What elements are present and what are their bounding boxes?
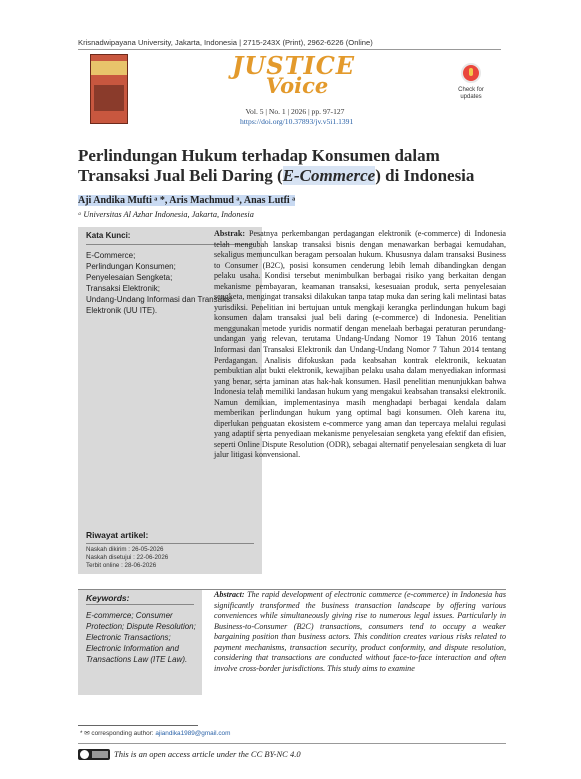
title-part-1: Perlindungan Hukum terhadap Konsumen dalam Transaksi Jual Beli Daring ( — [78, 146, 440, 185]
keywords-id-title: Kata Kunci: — [86, 231, 131, 240]
license-text: This is an open access article under the CC BY-NC 4.0 — [114, 749, 301, 759]
keywords-en-list: E-commerce; Consumer Protection; Dispute Resolution; Electronic Transactions; Electronic Information and Transactions Law (ITE Law). — [86, 611, 196, 664]
footnote-divider — [78, 725, 198, 726]
history-title: Riwayat artikel: — [86, 530, 149, 540]
title-italic: E-Commerce — [282, 166, 376, 185]
volume-info — [240, 107, 354, 127]
authors: Aji Andika Mufti ᵃ *, Aris Machmud ᵃ, Anas Lutfi ᵃ — [78, 195, 296, 206]
abstract-en-body: The rapid development of electronic commerce (e-commerce) in Indonesia has significantly transformed the business transaction landscape by offering various conveniences while simultaneously giving rise to numerous legal issues. Particularly in Business-to-Consumer (B2C) transactions, consumers tend to occupy a weaker bargaining position than business actors. This condition creates various risks related to payment mechanisms, transaction security, product conformity, and dispute resolution, considering that transactions are conducted without face-to-face interaction and often involve cross-border jurisdictions. This study aims to examine — [214, 590, 506, 673]
authors-line — [78, 195, 295, 206]
keyword-item: Undang-Undang Informasi dan Transaksi Elektronik (UU ITE). — [86, 295, 232, 315]
journal-affiliation-line: Krisnadwipayana University, Jakarta, Indonesia | 2715-243X (Print), 2962-6226 (Online) — [78, 38, 373, 47]
abstract-id — [214, 229, 506, 461]
journal-logo — [232, 51, 356, 98]
doi-link[interactable]: https://doi.org/10.37893/jv.v5i1.1391 — [240, 117, 354, 126]
logo-line-1: JUSTICE — [232, 51, 356, 80]
header-divider — [78, 49, 501, 50]
history-item: Naskah disetujui : 22-06-2026 — [86, 554, 169, 562]
logo-line-2: Voice — [265, 73, 329, 98]
corresponding-email[interactable]: ajiandika1989@gmail.com — [155, 730, 231, 737]
article-title — [78, 146, 506, 186]
keyword-item: Perlindungan Konsumen; — [86, 262, 176, 271]
check-for-updates-badge[interactable] — [451, 62, 491, 104]
history-list — [86, 546, 168, 571]
corresponding-author: * ✉ corresponding author: ajiandika1989@gmail.com — [80, 730, 231, 737]
update-icon — [461, 63, 481, 83]
title-part-2: ) di Indonesia — [375, 166, 475, 185]
history-divider — [86, 543, 254, 544]
abstract-en — [214, 590, 506, 674]
keywords-en-divider — [86, 604, 194, 605]
mail-icon: ✉ — [84, 730, 90, 737]
history-item: Terbit online : 28-06-2026 — [86, 562, 157, 570]
corresponding-label: corresponding author: — [91, 730, 154, 737]
keyword-item: Transaksi Elektronik; — [86, 284, 160, 293]
abstract-id-body: Pesatnya perkembangan perdagangan elektronik (e-commerce) di Indonesia telah mengubah lanskap transaksi bisnis dengan menawarkan berbagai kemudahan, sekaligus memunculkan beragam persoalan hukum. Khususnya dalam transaksi Business to Consumer (B2C), posisi konsumen cenderung lebih lemah dibandingkan dengan pelaku usaha. Kondisi tersebut menimbulkan berbagai risiko yang berkaitan dengan mekanisme pembayaran, keamanan transaksi, kesesuaian produk, serta penyelesaian sengketa, mengingat transaksi dilakukan tanpa tatap muka dan sering kali melintasi batas yurisdiksi. Penelitian ini bertujuan untuk mengkaji kerangka perlindungan hukum bagi konsumen dalam transaksi jual beli daring (e-commerce) di Indonesia. Penelitian menggunakan metode yuridis normatif dengan menelaah berbagai peraturan perundang-undangan yang relevan, terutama Undang-Undang Nomor 19 Tahun 2016 tentang Informasi dan Transaksi Elektronik dan Undang-Undang Nomor 7 Tahun 2014 tentang Perdagangan. Analisis difokuskan pada keabsahan kontrak elektronik, kekuatan pembuktian alat bukti elektronik, kewajiban pelaku usaha dalam menyediakan informasi yang benar, serta jaminan atas hak-hak konsumen. Hasil penelitian menunjukkan bahwa Indonesia telah memiliki landasan hukum yang mengakui keabsahan transaksi elektronik. Namun demikian, implementasinya masih menghadapi berbagai kendala dalam memberikan perlindungan hukum yang optimal bagi konsumen. Oleh karena itu, diperlukan penguatan ekosistem e-commerce yang aman dan tepercaya melalui regulasi yang adaptif serta penyediaan mekanisme penyelesaian sengketa yang efektif dan efisien, seperti Online Dispute Resolution (ODR), sebagai alternatif penyelesaian sengketa di luar jalur litigasi konvensional. — [214, 229, 507, 460]
badge-label-2: updates — [460, 94, 482, 100]
keyword-item: E-Commerce; — [86, 251, 136, 260]
keywords-en-title: Keywords: — [86, 593, 130, 603]
author-affiliation: ᵃ Universitas Al Azhar Indonesia, Jakarta, Indonesia — [78, 210, 254, 219]
abstract-id-label: Abstrak: — [214, 229, 246, 238]
abstract-en-label: Abstract: — [214, 590, 245, 599]
cc-license-icon[interactable] — [78, 749, 110, 760]
history-item: Naskah dikirim : 26-05-2026 — [86, 546, 164, 553]
footer-divider — [78, 743, 506, 744]
keyword-item: Penyelesaian Sengketa; — [86, 273, 173, 282]
volume-line: Vol. 5 | No. 1 | 2026 | pp. 97-127 — [245, 107, 345, 116]
badge-label-1: Check for — [458, 87, 484, 93]
journal-cover-image — [90, 54, 128, 124]
